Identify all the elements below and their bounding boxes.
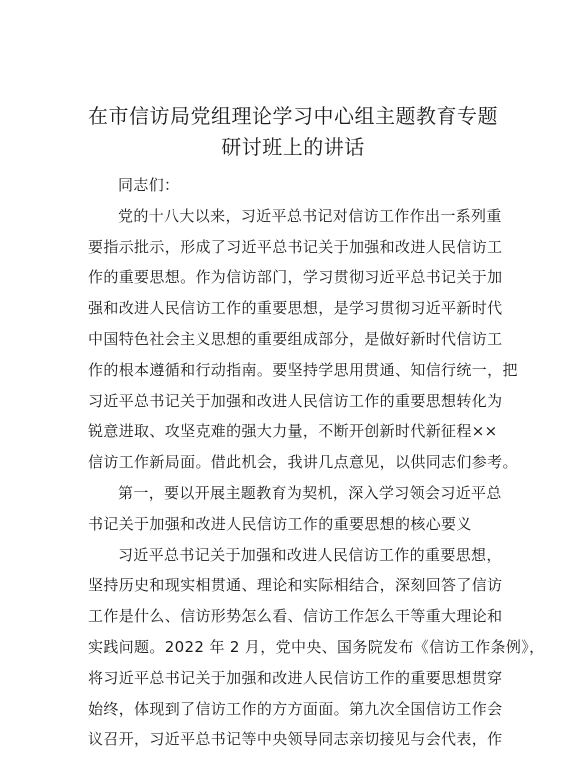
body-text-line: 中国特色社会主义思想的重要组成部分，是做好新时代信访工 (88, 329, 503, 348)
body-text-line: 锐意进取、攻坚克难的强大力量，不断开创新时代新征程×× (88, 422, 498, 441)
body-text-line: 要指示批示，形成了习近平总书记关于加强和改进人民信访工 (88, 237, 503, 256)
body-text-line: 书记关于加强和改进人民信访工作的重要思想的核心要义 (88, 514, 472, 533)
body-text-line: 习近平总书记关于加强和改进人民信访工作的重要思想， (118, 545, 502, 564)
body-text-line: 信访工作新局面。借此机会，我讲几点意见，以供同志们参考。 (88, 453, 518, 472)
body-text-line: 工作是什么、信访形势怎么看、信访工作怎么干等重大理论和 (88, 607, 503, 626)
document-title-line-1: 在市信访局党组理论学习中心组主题教育专题 (88, 104, 498, 128)
body-text-line: 同志们： (118, 176, 180, 194)
body-text-line: 将习近平总书记关于加强和改进人民信访工作的重要思想贯穿 (88, 668, 503, 687)
body-text-line: 习近平总书记关于加强和改进人民信访工作的重要思想转化为 (88, 391, 503, 410)
body-text-line: 强和改进人民信访工作的重要思想，是学习贯彻习近平新时代 (88, 299, 503, 318)
document-body (88, 170, 545, 755)
body-text-line: 作的重要思想。作为信访部门，学习贯彻习近平总书记关于加 (88, 268, 503, 287)
document-title-line-2: 研讨班上的讲话 (221, 135, 365, 159)
body-text-line: 实践问题。2022 年 2 月，党中央、国务院发布《信访工作条例》， (88, 637, 545, 656)
body-text-line: 始终，体现到了信访工作的方方面面。第九次全国信访工作会 (88, 699, 503, 718)
body-text-line: 坚持历史和现实相贯通、理论和实际相结合，深刻回答了信访 (88, 576, 503, 595)
body-text-line: 第一，要以开展主题教育为契机，深入学习领会习近平总 (118, 483, 502, 502)
body-text-line: 议召开，习近平总书记等中央领导同志亲切接见与会代表，作 (88, 730, 503, 749)
body-text-line: 党的十八大以来，习近平总书记对信访工作作出一系列重 (118, 206, 502, 225)
body-text-line: 作的根本遵循和行动指南。要坚持学思用贯通、知信行统一，把 (88, 360, 518, 379)
